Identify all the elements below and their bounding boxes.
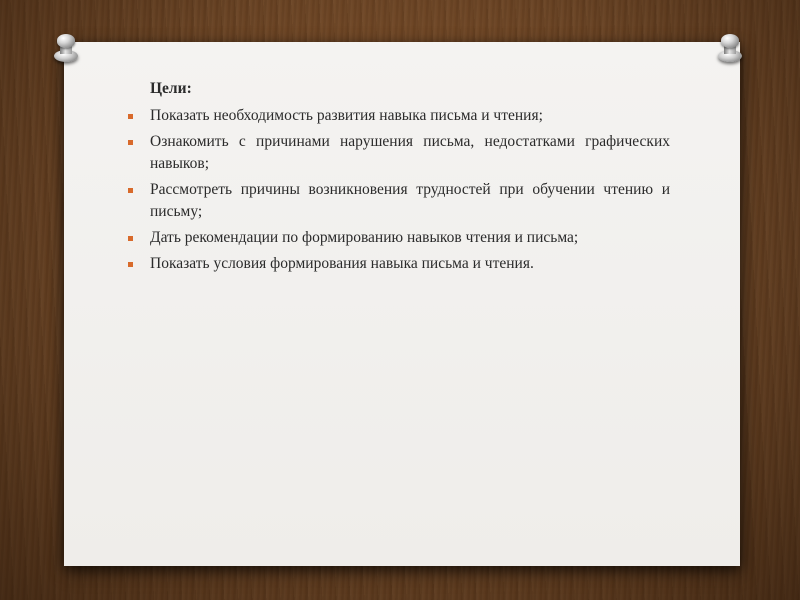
list-item-text: Рассмотреть причины возникновения трудностей при обучении чтению и письму; [150, 181, 670, 220]
list-item-text: Ознакомить с причинами нарушения письма, недостатками графических навыков; [150, 133, 670, 172]
square-bullet-icon [128, 140, 133, 145]
square-bullet-icon [128, 188, 133, 193]
square-bullet-icon [128, 236, 133, 241]
list-item [124, 253, 670, 275]
square-bullet-icon [128, 114, 133, 119]
list-item-text: Показать условия формирования навыка письма и чтения. [150, 255, 534, 272]
pushpin-icon [718, 34, 742, 64]
pushpin-icon [54, 34, 78, 64]
slide-content [124, 78, 670, 279]
list-item [124, 105, 670, 127]
square-bullet-icon [128, 262, 133, 267]
list-item [124, 227, 670, 249]
list-item [124, 179, 670, 223]
list-item-text: Показать необходимость развития навыка письма и чтения; [150, 107, 543, 124]
list-item [124, 131, 670, 175]
list-item-text: Дать рекомендации по формированию навыков чтения и письма; [150, 229, 579, 246]
goals-list [124, 105, 670, 275]
slide-heading: Цели: [150, 80, 192, 97]
